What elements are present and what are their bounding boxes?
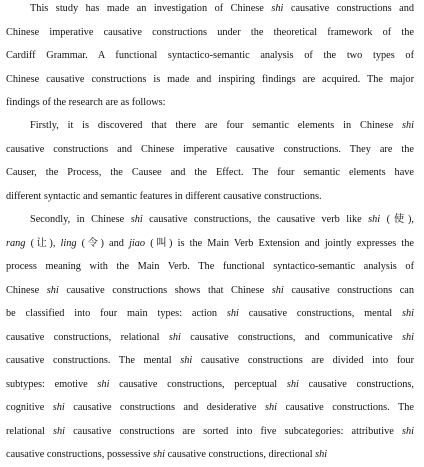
text-run: (叫) is the Main Verb Extension and jointly expresses the bbox=[145, 237, 414, 249]
text-run: subtypes: emotive bbox=[6, 378, 98, 390]
italic-term: shi bbox=[153, 449, 166, 461]
text-line bbox=[6, 302, 414, 326]
text-run: causative constructions, the causative verb like bbox=[142, 214, 369, 225]
paragraph-intro bbox=[6, 0, 414, 115]
text-run: (令) and bbox=[76, 237, 130, 249]
text-line bbox=[6, 91, 414, 115]
text-run: causative constructions and Chinese imperative causative constructions. They are the bbox=[6, 143, 414, 155]
italic-term: shi bbox=[401, 425, 414, 437]
italic-term: shi bbox=[226, 308, 239, 320]
italic-term: shi bbox=[401, 120, 414, 131]
text-line bbox=[6, 279, 414, 303]
text-run: causative constructions, bbox=[298, 378, 414, 390]
text-run: causative constructions, and communicative bbox=[180, 331, 402, 343]
italic-term: shi bbox=[315, 449, 328, 461]
text-run: findings of the research are as follows: bbox=[6, 97, 166, 109]
text-line bbox=[6, 443, 414, 467]
text-line bbox=[6, 232, 414, 256]
text-run: This study has made an investigation of Chinese bbox=[30, 3, 272, 14]
text-run: different syntactic and semantic features in different causative constructions. bbox=[6, 190, 322, 202]
italic-term: shi bbox=[368, 214, 381, 225]
text-run: causative constructions and desiderative bbox=[64, 402, 265, 414]
text-line bbox=[6, 68, 414, 92]
italic-term: ling bbox=[60, 237, 77, 249]
text-line bbox=[6, 21, 414, 45]
text-run: cognitive bbox=[6, 402, 53, 414]
text-run: causative constructions are divided into four bbox=[192, 355, 414, 367]
text-line bbox=[6, 114, 414, 138]
text-line bbox=[6, 161, 414, 185]
text-run: be classified into four main types: action bbox=[6, 308, 227, 320]
text-run: relational bbox=[6, 425, 53, 437]
italic-term: shi bbox=[264, 402, 277, 414]
italic-term: shi bbox=[97, 378, 110, 390]
text-run: causative constructions, relational bbox=[6, 331, 169, 343]
text-line bbox=[6, 255, 414, 279]
text-run: Cardiff Grammar. A functional syntactico-semantic analysis of the two types of bbox=[6, 50, 414, 62]
text-run: causative constructions, possessive bbox=[6, 449, 153, 461]
text-run: causative constructions are sorted into five subcategories: attributive bbox=[65, 425, 402, 437]
italic-term: shi bbox=[401, 331, 414, 343]
text-run: (使), bbox=[380, 214, 414, 225]
text-line bbox=[6, 208, 414, 232]
italic-term: shi bbox=[401, 308, 415, 320]
text-run: Chinese imperative causative constructions under the theoretical framework of the bbox=[6, 26, 414, 38]
italic-term: rang bbox=[6, 237, 26, 249]
text-run: Firstly, it is discovered that there are four semantic elements in Chinese bbox=[30, 120, 402, 131]
text-run: causative constructions shows that Chinese bbox=[58, 284, 272, 296]
text-run: causative constructions. The bbox=[276, 402, 414, 414]
italic-term: jiao bbox=[129, 237, 146, 249]
paragraph-firstly bbox=[6, 114, 414, 208]
paragraph-secondly bbox=[6, 208, 414, 467]
text-line bbox=[6, 138, 414, 162]
italic-term: shi bbox=[271, 3, 284, 14]
text-line bbox=[6, 0, 414, 21]
italic-term: shi bbox=[286, 378, 299, 390]
italic-term: shi bbox=[52, 425, 65, 437]
text-line bbox=[6, 349, 414, 373]
text-run: (让), bbox=[25, 237, 61, 249]
text-run: Chinese bbox=[6, 284, 47, 296]
italic-term: shi bbox=[271, 284, 284, 296]
text-run: causative constructions, mental bbox=[238, 308, 402, 320]
text-run: causative constructions, perceptual bbox=[109, 378, 287, 390]
text-run: causative constructions. The mental bbox=[6, 355, 181, 367]
text-run: Secondly, in Chinese bbox=[30, 214, 131, 225]
text-line bbox=[6, 44, 414, 68]
text-line bbox=[6, 373, 414, 397]
italic-term: shi bbox=[168, 331, 181, 343]
text-run: Chinese causative constructions is made and inspiring findings are acquired. The major bbox=[6, 73, 414, 85]
text-run: causative constructions and bbox=[283, 3, 414, 14]
italic-term: shi bbox=[52, 402, 65, 414]
text-line bbox=[6, 326, 414, 350]
italic-term: shi bbox=[130, 214, 143, 225]
text-run: causative constructions, directional bbox=[165, 449, 316, 461]
text-run: causative constructions can bbox=[283, 284, 415, 296]
italic-term: shi bbox=[46, 284, 59, 296]
text-line bbox=[6, 185, 414, 209]
text-line bbox=[6, 396, 414, 420]
text-run: process meaning with the Main Verb. The functional syntactico-semantic analysis of bbox=[6, 261, 414, 273]
italic-term: shi bbox=[180, 355, 193, 367]
text-run: Causer, the Process, the Causee and the Effect. The four semantic elements have bbox=[6, 167, 414, 179]
text-line bbox=[6, 420, 414, 444]
